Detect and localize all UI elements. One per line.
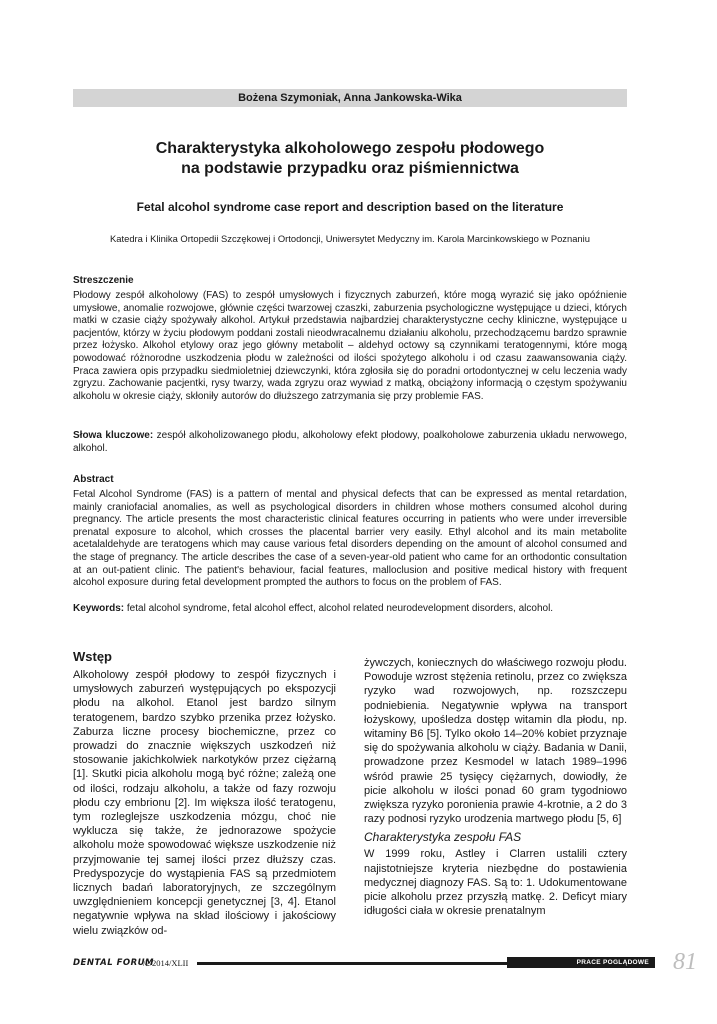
slowa-kluczowe [73,430,627,455]
abstract-section [73,473,627,590]
streszczenie-text: Płodowy zespół alkoholowy (FAS) to zespół umysłowych i fizycznych zaburzeń, które mogą wyrazić się jako opóźnienie umysłowe, anomalie rozwojowe, głównie części twarzowej czaszki, zaburzenia psychologiczne występujące u dzieci, których matki w czasie ciąży spożywały alkohol. Artykuł przedstawia najbardziej charakterystyczne cechy kliniczne, występujące u pacjentów, którzy w życiu płodowym poddani zostali nieodwracalnemu działaniu alkoholu, przechodzącemu bardzo sprawnie przez łożysko. Alkohol etylowy oraz jego główny metabolit – aldehyd octowy są czynnikami teratogennymi, które mogą powodować różnorodne uszkodzenia płodu w zależności od ilości spożytego alkoholu i od czasu zaawansowania ciąży. Praca zawiera opis przypadku siedmioletniej dziewczynki, która zgłosiła się do poradni ortodontycznej w celu leczenia wady zgryzu. Zachowanie pacjentki, rysy twarzy, wada zgryzu oraz wywiad z matką, obciążony informacją o częstym spożywaniu alkoholu w okresie ciąży, skłoniły autorów do dłuższego zatrzymania się przy problemie FAS. [73,290,627,402]
journal-name: DENTAL FORUM [73,958,155,968]
article-title [73,139,627,179]
section-tag [507,957,655,968]
authors-bar [73,89,627,107]
fas-subheading: Charakterystyka zespołu FAS [364,830,522,845]
english-title: Fetal alcohol syndrome case report and description based on the literature [136,200,564,214]
wstep-heading: Wstęp [73,649,112,664]
title-line-2: na podstawie przypadku oraz piśmiennictwa [181,160,519,177]
slowa-kluczowe-label: Słowa kluczowe: [73,430,154,441]
streszczenie-section [73,274,627,403]
wstep-paragraph: Alkoholowy zespół płodowy to zespół fizycznych i umysłowych zaburzeń występujących po ekspozycji płodu na alkohol. Etanol jest bardzo silnym teratogenem, bardzo szybko przenika przez łożysko. Zaburza liczne procesy biochemiczne, przez co prowadzi do znacznie większych uszkodzeń niż stosowanie jakichkolwiek narkotyków przez ciężarną [1]. Skutki picia alkoholu mogą być różne; zależą one od ilości, rodzaju alkoholu, a także od fazy rozwoju płodu czy embrionu [2]. Im większa ilość teratogenu, tym rozleglejsze uszkodzenia mózgu, choć nie wyklucza się także, że jednorazowe spożycie alkoholu może spowodować większe uszkodzenie niż przyjmowanie tej samej ilości przez dłuższy czas. Predyspozycje do wystąpienia FAS są przedmiotem licznych badań laboratoryjnych, ze szczególnym uwzględnieniem koncepcji genetycznej [3, 4]. Etanol negatywnie wpływa na skład ilościowy i jakościowy wielu związków od- [73,669,336,937]
abstract-text: Fetal Alcohol Syndrome (FAS) is a pattern of mental and physical defects that can be expressed as mental retardation, mainly craniofacial anomalies, as well as psychological disorders in children whose mothers consumed alcohol during pregnancy. The article presents the most characteristic clinical features occurring in patients who were under irreversible prenatal exposure to alcohol, which crosses the placental barrier very easily. Ethyl alcohol and its main metabolite acetalaldehyde are teratogens which may cause various fetal disorders depending on the amount of alcohol consumed and the stage of pregnancy. The article describes the case of a seven-year-old patient who came for an orthodontic consultation at an out-patient clinic. The patient's behaviour, facial features, malloclusion and positive medical history with frequent alcohol exposure during fetal development prompted the authors to focus on the problem of FAS. [73,489,627,589]
page-number: 81 [673,949,697,975]
body-column-right [364,656,627,918]
abstract-heading: Abstract [73,474,114,485]
slowa-kluczowe-text: zespół alkoholizowanego płodu, alkoholowy efekt płodowy, poalkoholowe zaburzenia układu nerwowego, alkohol. [73,430,627,454]
keywords-text: fetal alcohol syndrome, fetal alcohol effect, alcohol related neurodevelopment disorders, alcohol. [124,603,554,614]
authors: Bożena Szymoniak, Anna Jankowska-Wika [238,92,462,104]
keywords [73,603,627,616]
streszczenie-heading: Streszczenie [73,275,134,286]
continued-paragraph: żywczych, koniecznych do właściwego rozwoju płodu. Powoduje wzrost stężenia retinolu, przez co zwiększa ryzyko wad rozwojowych, np. rozszczepu podniebienia. Negatywnie wpływa na transport łożyskowy, upośledza dostęp witamin dla płodu, np. witaminy B6 [5]. Tylko około 14–20% kobiet przyznaje się do spożywania alkoholu w ciąży. Badania w Danii, prowadzone przez Kesmodel w latach 1989–1996 wśród prawie 25 tysięcy ciężarnych, dowiodły, że picie alkoholu w ilości ponad 60 gram tygodniowo zwiększa ryzyko poronienia prawie 4-krotnie, a 2 do 3 razy podnosi ryzyko urodzenia martwego płodu [5, 6] [364,657,627,826]
fas-paragraph: W 1999 roku, Astley i Clarren ustalili cztery najistotniejsze kryteria niezbędne do postawienia medycznej diagnozy FAS. Są to: 1. Udokumentowane picie alkoholu przez przyszłą matkę. 2. Deficyt miary idługości ciała w okresie prenatalnym [364,848,627,918]
body-column-left [73,648,336,938]
page-footer [73,949,697,975]
keywords-label: Keywords: [73,603,125,614]
section-tag-label: PRACE POGLĄDOWE [576,959,649,966]
affiliation: Katedra i Klinika Ortopedii Szczękowej i Ortodoncji, Uniwersytet Medyczny im. Karola Marcinkowskiego w Poznaniu [110,233,590,244]
journal-issue: /2/2014/XLII [143,958,189,968]
title-line-1: Charakterystyka alkoholowego zespołu płodowego [155,140,545,157]
